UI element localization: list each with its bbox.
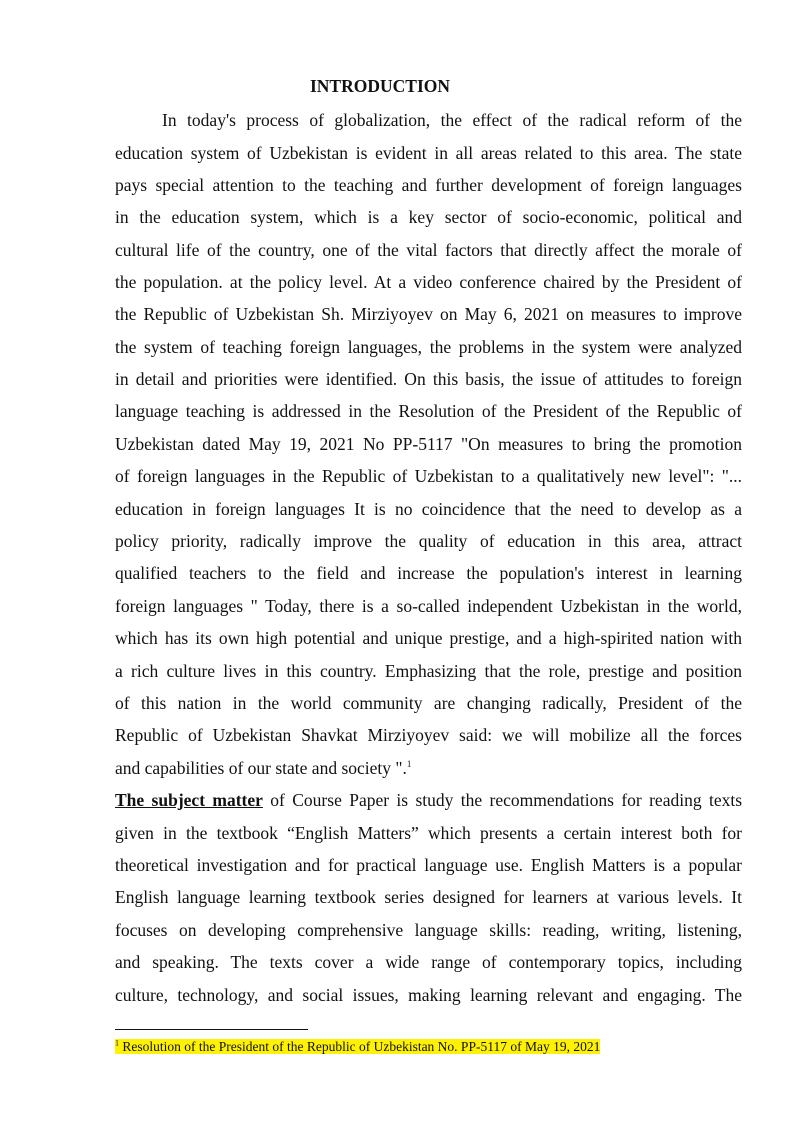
footnote-separator xyxy=(115,1029,308,1030)
subject-matter-label: The subject matter xyxy=(115,790,263,810)
paragraph-line-text: and capabilities of our state and society ". xyxy=(115,758,407,778)
paragraph-line: the system of teaching foreign languages, the problems in the system were analyzed xyxy=(115,337,742,357)
paragraph-last-line xyxy=(115,757,742,779)
paragraph-line: English language learning textbook series designed for learners at various levels. It xyxy=(115,887,742,907)
paragraph-line: cultural life of the country, one of the vital factors that directly affect the morale of xyxy=(115,240,742,260)
paragraph-line: of foreign languages in the Republic of Uzbekistan to a qualitatively new level": "... xyxy=(115,466,742,486)
paragraph-line: the Republic of Uzbekistan Sh. Mirziyoyev on May 6, 2021 on measures to improve xyxy=(115,304,742,324)
paragraph-line: and speaking. The texts cover a wide range of contemporary topics, including xyxy=(115,952,742,972)
paragraph-line: education in foreign languages It is no coincidence that the need to develop as a xyxy=(115,499,742,519)
paragraph-line: given in the textbook “English Matters” which presents a certain interest both for xyxy=(115,823,742,843)
paragraph-line: policy priority, radically improve the quality of education in this area, attract xyxy=(115,531,742,551)
paragraph-line: in detail and priorities were identified. On this basis, the issue of attitudes to foreign xyxy=(115,369,742,389)
paragraph-line: which has its own high potential and unique prestige, and a high-spirited nation with xyxy=(115,628,742,648)
paragraph-line: in the education system, which is a key sector of socio-economic, political and xyxy=(115,207,742,227)
paragraph-line: focuses on developing comprehensive language skills: reading, writing, listening, xyxy=(115,920,742,940)
paragraph-line: the population. at the policy level. At a video conference chaired by the President of xyxy=(115,272,742,292)
section-heading: INTRODUCTION xyxy=(309,76,451,96)
footnote-text: Resolution of the President of the Republic of Uzbekistan No. PP-5117 of May 19, 2021 xyxy=(119,1039,601,1054)
footnote-highlight xyxy=(115,1039,600,1054)
paragraph-line: theoretical investigation and for practical language use. English Matters is a popular xyxy=(115,855,742,875)
paragraph-line: culture, technology, and social issues, making learning relevant and engaging. The xyxy=(115,985,742,1005)
paragraph-line: In today's process of globalization, the effect of the radical reform of the xyxy=(162,110,742,130)
paragraph-line: language teaching is addressed in the Resolution of the President of the Republic of xyxy=(115,401,742,421)
paragraph-line: foreign languages " Today, there is a so-called independent Uzbekistan in the world, xyxy=(115,596,742,616)
footnote-reference[interactable]: 1 xyxy=(406,759,412,770)
paragraph-line-text: of Course Paper is study the recommendations for reading texts xyxy=(262,790,743,810)
footnote-number: 1 xyxy=(115,1038,119,1048)
paragraph-line: qualified teachers to the field and increase the population's interest in learning xyxy=(115,563,742,583)
paragraph-line: education system of Uzbekistan is evident in all areas related to this area. The state xyxy=(115,143,742,163)
paragraph-line: pays special attention to the teaching and further development of foreign languages xyxy=(115,175,742,195)
paragraph-line: of this nation in the world community are changing radically, President of the xyxy=(115,693,742,713)
paragraph-line: Republic of Uzbekistan Shavkat Mirziyoyev said: we will mobilize all the forces xyxy=(115,725,742,745)
paragraph-line: Uzbekistan dated May 19, 2021 No PP-5117 "On measures to bring the promotion xyxy=(115,434,742,454)
footnote xyxy=(115,1038,600,1055)
paragraph-line: a rich culture lives in this country. Emphasizing that the role, prestige and position xyxy=(115,661,742,681)
subject-matter-line xyxy=(115,789,742,811)
